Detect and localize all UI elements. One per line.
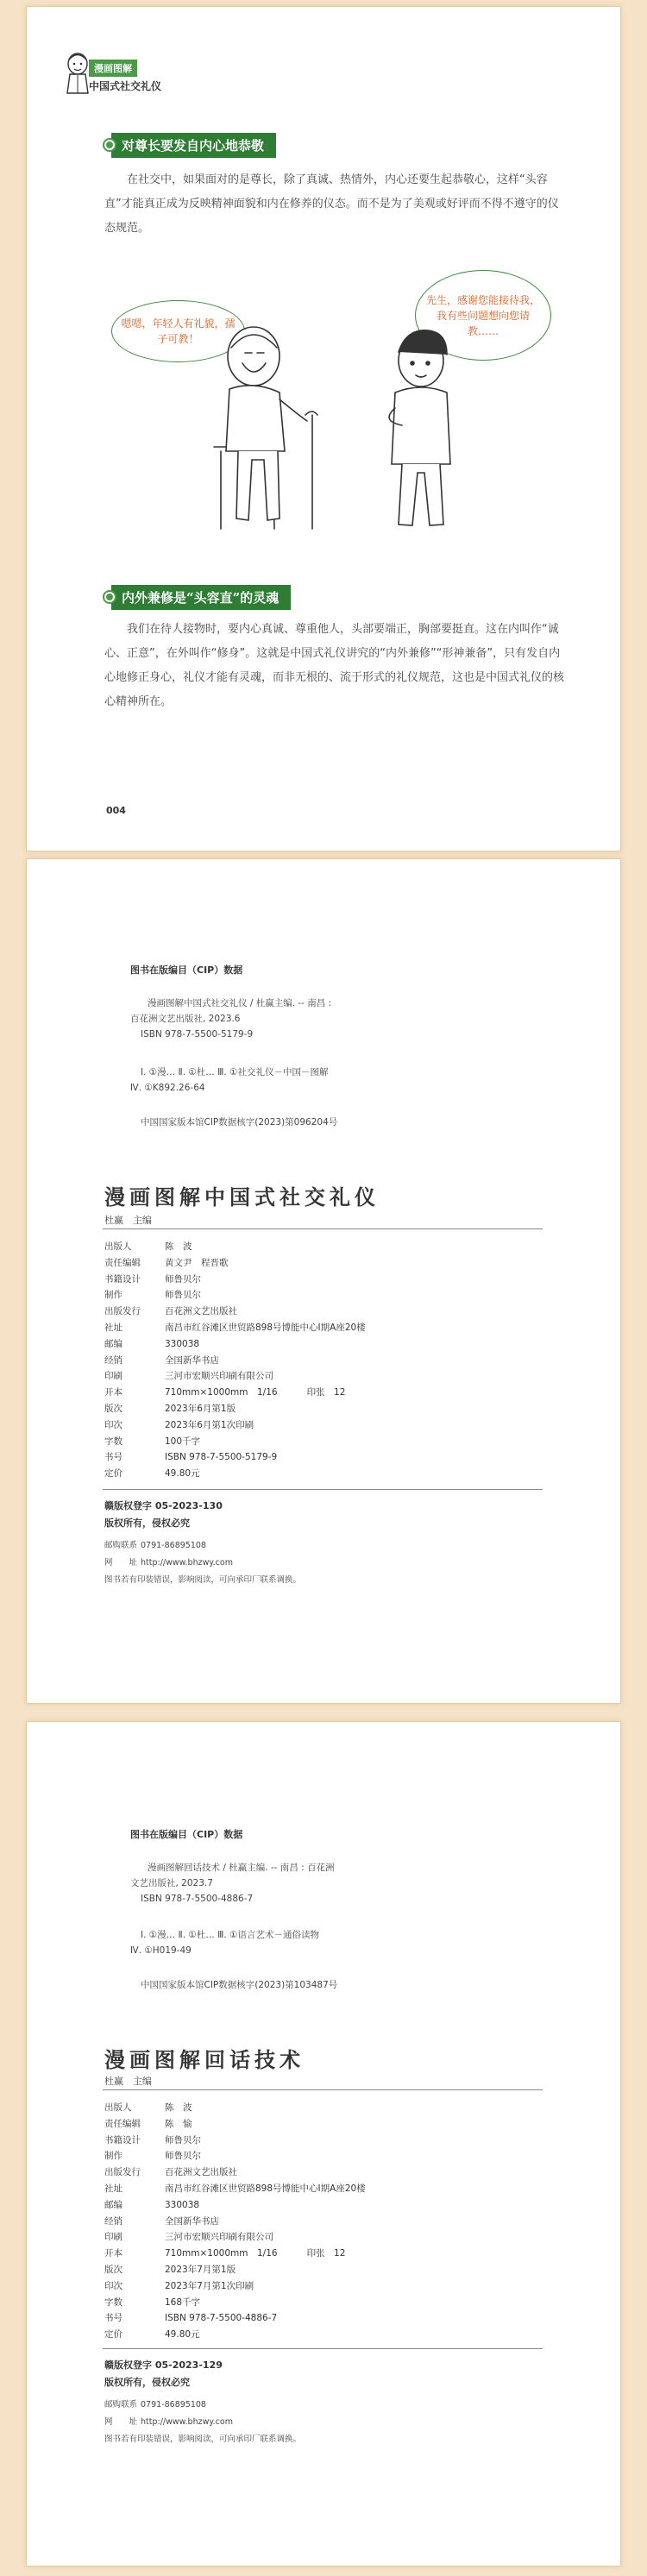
meta-key: 开本 [104, 1387, 122, 1398]
mail-label: 邮购联系 [104, 1541, 138, 1550]
meta-key: 出版发行 [104, 2167, 141, 2178]
meta-row [104, 2164, 366, 2181]
series-name: 中国式社交礼仪 [89, 80, 162, 92]
meta-row [104, 2214, 366, 2230]
mail-value: 0791-86895108 [141, 1541, 206, 1550]
rights-block [104, 1498, 223, 1532]
meta-row [104, 2327, 366, 2343]
meta-row [104, 2310, 366, 2327]
meta-value: 师鲁贝尔 [165, 2151, 201, 2162]
meta-value: 330038 [165, 1338, 200, 1349]
meta-row [104, 2197, 366, 2214]
cip-line: 文艺出版社, 2023.7 [130, 1878, 213, 1888]
meta-value: 2023年6月第1次印刷 [165, 1419, 254, 1430]
cip-record-text: 中国国家版本馆CIP数据核字(2023)第103487号 [141, 1980, 338, 1990]
copyright-page-2 [26, 1721, 621, 2567]
contact-block [104, 2397, 301, 2448]
meta-key: 制作 [104, 2151, 122, 2162]
meta-key: 书号 [104, 1452, 122, 1463]
meta-row [104, 1417, 366, 1434]
meta-row [104, 1385, 366, 1401]
section-text-2: 我们在待人接物时，要内心真诚、尊重他人，头部要端正，胸部要挺直。这在内叫作“诚心、正意”，在外叫作“修身”。这就是中国式礼仪讲究的“内外兼修”“形神兼备”，只有发自内心地修正身心，礼仪才能有灵魂，而非无根的、流于形式的礼仪规范，这也是中国式礼仪的核心精神所在。 [104, 623, 565, 708]
meta-row [104, 1368, 366, 1385]
meta-value: 师鲁贝尔 [165, 1290, 201, 1301]
book-title: 漫画图解中国式社交礼仪 [104, 1184, 380, 1209]
meta-row [104, 1434, 366, 1450]
class-line: Ⅰ. ①漫… Ⅱ. ①杜… Ⅲ. ①语言艺术－通俗读物 [141, 1930, 319, 1940]
web-label: 网 址 [104, 2417, 138, 2427]
meta-extra: 印张 12 [306, 2248, 346, 2259]
meta-row [104, 2100, 366, 2116]
meta-row [104, 2181, 366, 2197]
cip-entry [130, 996, 331, 1042]
meta-value: 陈 波 [165, 2102, 192, 2113]
meta-key: 印刷 [104, 1371, 122, 1382]
meta-key: 经销 [104, 2215, 122, 2227]
meta-value: 168千字 [165, 2296, 201, 2308]
cip-title: 图书在版编目（CIP）数据 [130, 964, 243, 976]
meta-key: 书籍设计 [104, 2134, 141, 2146]
meta-row [104, 2295, 366, 2311]
publication-details [104, 2100, 366, 2343]
book-author: 杜赢 主编 [104, 2076, 152, 2087]
section-text-1: 在社交中，如果面对的是尊长，除了真诚、热情外，内心还要生起恭敬心，这样“头容直”才能真正成为反映精神面貌和内在修养的仪态。而不是为了美观或好评而不得不遵守的仪态规范。 [104, 173, 559, 235]
meta-row [104, 2148, 366, 2164]
meta-value: 陈 愉 [165, 2118, 192, 2129]
cip-line: 漫画图解回话技术 / 杜赢主编. -- 南昌 : 百花洲 [148, 1863, 335, 1873]
meta-value: 百花洲文艺出版社 [165, 1306, 237, 1317]
meta-value: 49.80元 [165, 1468, 200, 1480]
meta-key: 版次 [104, 1403, 122, 1414]
all-rights-reserved: 版权所有，侵权必究 [104, 2377, 190, 2388]
illustration-elder-and-student [195, 313, 480, 533]
meta-row [104, 2278, 366, 2295]
meta-value: 2023年7月第1版 [165, 2264, 236, 2275]
meta-key: 社址 [104, 1322, 122, 1333]
meta-value: 陈 波 [165, 1241, 192, 1252]
meta-key: 出版发行 [104, 1306, 141, 1317]
speech-bubble-elder: 嗯嗯，年轻人有礼貌，孺子可教！ [111, 300, 245, 362]
meta-key: 定价 [104, 2329, 122, 2340]
meta-key: 印次 [104, 1419, 122, 1430]
print-notice: 图书若有印装错误，影响阅读，可向承印厂联系调换。 [104, 1575, 302, 1585]
meta-key: 出版人 [104, 2102, 132, 2113]
book-title: 漫画图解回话技术 [104, 2047, 305, 2072]
meta-value: 全国新华书店 [165, 1354, 219, 1366]
meta-row [104, 1255, 366, 1272]
meta-value: ISBN 978-7-5500-4886-7 [165, 2313, 278, 2324]
divider [103, 2348, 543, 2349]
all-rights-reserved: 版权所有，侵权必究 [104, 1517, 190, 1529]
mail-label: 邮购联系 [104, 2400, 138, 2410]
meta-value: 2023年7月第1次印刷 [165, 2280, 254, 2291]
meta-value: 黄文尹 程晋歌 [165, 1257, 229, 1268]
meta-value: 百花洲文艺出版社 [165, 2167, 237, 2178]
class-line: Ⅳ. ①K892.26-64 [130, 1083, 205, 1093]
series-tag: 漫画图解 [89, 60, 137, 77]
copyright-registration: 赣版权登字 05-2023-130 [104, 1500, 223, 1511]
meta-row [104, 2116, 366, 2133]
meta-key: 社址 [104, 2183, 122, 2194]
copyright-registration: 赣版权登字 05-2023-129 [104, 2359, 223, 2371]
speech-bubble-youth: 先生，感谢您能接待我，我有些问题想向您请教…… [415, 270, 551, 361]
cip-record-text: 中国国家版本馆CIP数据核字(2023)第096204号 [141, 1117, 338, 1128]
meta-key: 字数 [104, 1436, 122, 1447]
meta-key: 经销 [104, 1354, 122, 1366]
meta-value: 710mm×1000mm 1/16 [165, 1387, 278, 1398]
meta-row [104, 2262, 366, 2278]
meta-key: 书号 [104, 2313, 122, 2324]
section-heading-1 [104, 133, 276, 157]
meta-value: 三河市宏顺兴印刷有限公司 [165, 2232, 273, 2243]
divider [103, 1489, 543, 1490]
meta-key: 印刷 [104, 2232, 122, 2243]
section-title-1: 对尊长要发自内心地恭敬 [111, 133, 276, 158]
web-label: 网 址 [104, 1558, 138, 1568]
heading-dot-icon [104, 140, 115, 150]
cip-line: 百花洲文艺出版社, 2023.6 [130, 1014, 241, 1024]
mascot-icon [63, 52, 92, 97]
class-line: Ⅳ. ①H019-49 [130, 1945, 192, 1956]
series-header [89, 59, 161, 93]
meta-key: 印次 [104, 2280, 122, 2291]
copyright-page-1 [26, 858, 621, 1704]
meta-row [104, 1336, 366, 1353]
meta-row [104, 2229, 366, 2246]
meta-value: 师鲁贝尔 [165, 1273, 201, 1285]
cip-line: 漫画图解中国式社交礼仪 / 杜赢主编. -- 南昌 : [148, 998, 332, 1008]
publication-details [104, 1239, 366, 1482]
divider [103, 1228, 543, 1229]
meta-key: 制作 [104, 1290, 122, 1301]
meta-row [104, 1239, 366, 1255]
meta-row [104, 1401, 366, 1417]
meta-row [104, 1272, 366, 1288]
section-title-2: 内外兼修是“头容直”的灵魂 [111, 585, 291, 610]
book-author: 杜赢 主编 [104, 1215, 152, 1226]
meta-key: 版次 [104, 2264, 122, 2275]
mail-value: 0791-86895108 [141, 2400, 206, 2410]
meta-value: 100千字 [165, 1436, 201, 1447]
rights-block [104, 2357, 223, 2391]
meta-value: 南昌市红谷滩区世贸路898号博能中心Ⅰ期A座20楼 [165, 2183, 366, 2194]
print-notice: 图书若有印装错误，影响阅读，可向承印厂联系调换。 [104, 2435, 302, 2444]
cip-entry [130, 1860, 335, 1907]
book-page-004 [26, 6, 621, 851]
meta-key: 责任编辑 [104, 2118, 141, 2129]
meta-row [104, 1320, 366, 1336]
cip-classification [130, 1065, 328, 1096]
meta-value: 710mm×1000mm 1/16 [165, 2248, 278, 2259]
meta-row [104, 2133, 366, 2149]
meta-value: 南昌市红谷滩区世贸路898号博能中心Ⅰ期A座20楼 [165, 1322, 366, 1333]
meta-key: 定价 [104, 1468, 122, 1480]
contact-block [104, 1537, 301, 1589]
meta-value: 2023年6月第1版 [165, 1403, 236, 1414]
divider [103, 2089, 543, 2090]
meta-value: 全国新华书店 [165, 2215, 219, 2227]
meta-value: 三河市宏顺兴印刷有限公司 [165, 1371, 273, 1382]
meta-extra: 印张 12 [306, 1387, 346, 1398]
meta-row [104, 1466, 366, 1482]
meta-key: 邮编 [104, 2199, 122, 2210]
meta-row [104, 1353, 366, 1369]
meta-value: ISBN 978-7-5500-5179-9 [165, 1452, 278, 1463]
meta-key: 开本 [104, 2248, 122, 2259]
meta-value: 49.80元 [165, 2329, 200, 2340]
cip-line: ISBN 978-7-5500-4886-7 [141, 1894, 254, 1904]
web-value[interactable]: http://www.bhzwy.com [141, 2417, 233, 2427]
cip-line: ISBN 978-7-5500-5179-9 [141, 1029, 254, 1040]
cip-record [130, 1115, 337, 1130]
meta-key: 邮编 [104, 1338, 122, 1349]
web-value[interactable]: http://www.bhzwy.com [141, 1558, 233, 1568]
section-heading-2 [104, 585, 291, 609]
meta-key: 出版人 [104, 1241, 132, 1252]
cip-classification [130, 1927, 319, 1958]
class-line: Ⅰ. ①漫… Ⅱ. ①杜… Ⅲ. ①社交礼仪－中国－图解 [141, 1067, 329, 1078]
heading-dot-icon [104, 592, 115, 602]
meta-row [104, 1449, 366, 1466]
meta-row [104, 2246, 366, 2262]
meta-key: 责任编辑 [104, 1257, 141, 1268]
meta-key: 字数 [104, 2296, 122, 2308]
cip-record [130, 1977, 337, 1993]
meta-row [104, 1304, 366, 1320]
meta-value: 师鲁贝尔 [165, 2134, 201, 2146]
page-number: 004 [106, 805, 126, 816]
meta-row [104, 1287, 366, 1304]
cip-title: 图书在版编目（CIP）数据 [130, 1829, 243, 1840]
meta-value: 330038 [165, 2199, 200, 2210]
meta-key: 书籍设计 [104, 1273, 141, 1285]
